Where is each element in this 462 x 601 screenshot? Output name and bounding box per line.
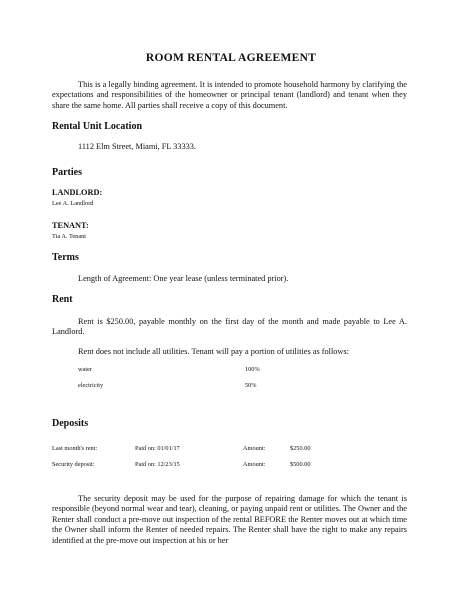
deposit-label: Security deposit: [52, 461, 95, 468]
deposit-amount-label: Amount: [243, 445, 266, 452]
rent-paragraph: Rent is $250.00, payable monthly on the first day of the month and made payable to Lee A. Landlord. [52, 317, 407, 337]
rent-heading: Rent [52, 294, 73, 305]
deposit-amount: $250.00 [290, 445, 311, 452]
rental-address: 1112 Elm Street, Miami, FL 33333. [78, 142, 196, 151]
document-title: ROOM RENTAL AGREEMENT [145, 52, 317, 64]
location-heading: Rental Unit Location [52, 121, 142, 132]
deposit-amount-label: Amount: [243, 461, 266, 468]
utility-name: water [78, 366, 92, 373]
terms-heading: Terms [52, 252, 79, 263]
utility-portion: 100% [245, 366, 260, 373]
security-deposit-paragraph: The security deposit may be used for the purpose of repairing damage for which the tenant is responsible (beyond normal wear and tear), cleaning, or paying unpaid rent or utilities. The Owner and the Renter shall conduct a pre-move out inspection of the rental BEFORE the Renter moves out at which time the Owner shall inform the Renter of needed repairs. The Renter shall have the right to make any repairs identified at the pre-move out inspection at his or her [52, 494, 407, 545]
terms-text: Length of Agreement: One year lease (unless terminated prior). [78, 274, 289, 283]
intro-paragraph: This is a legally binding agreement. It is intended to promote household harmony by clarifying the expectations and responsibilities of the homeowner or principal tenant (landlord) and tenant when they share the same home. All parties shall receive a copy of this document. [52, 80, 407, 110]
utility-portion: 50% [245, 382, 257, 389]
deposit-amount: $500.00 [290, 461, 311, 468]
deposit-paid-date: Paid on: 12/23/15 [135, 461, 180, 468]
utilities-text: Rent does not include all utilities. Tenant will pay a portion of utilities as follows: [78, 347, 349, 356]
deposit-label: Last month's rent: [52, 445, 98, 452]
parties-heading: Parties [52, 167, 82, 178]
landlord-name: Lee A. Landlord [52, 200, 94, 207]
tenant-name: Tia A. Tenant [52, 233, 87, 240]
utility-name: electricity [78, 382, 104, 389]
deposits-heading: Deposits [52, 418, 89, 429]
landlord-label: LANDLORD: [52, 188, 103, 197]
deposit-paid-date: Paid on: 01/01/17 [135, 445, 180, 452]
tenant-label: TENANT: [52, 221, 89, 230]
